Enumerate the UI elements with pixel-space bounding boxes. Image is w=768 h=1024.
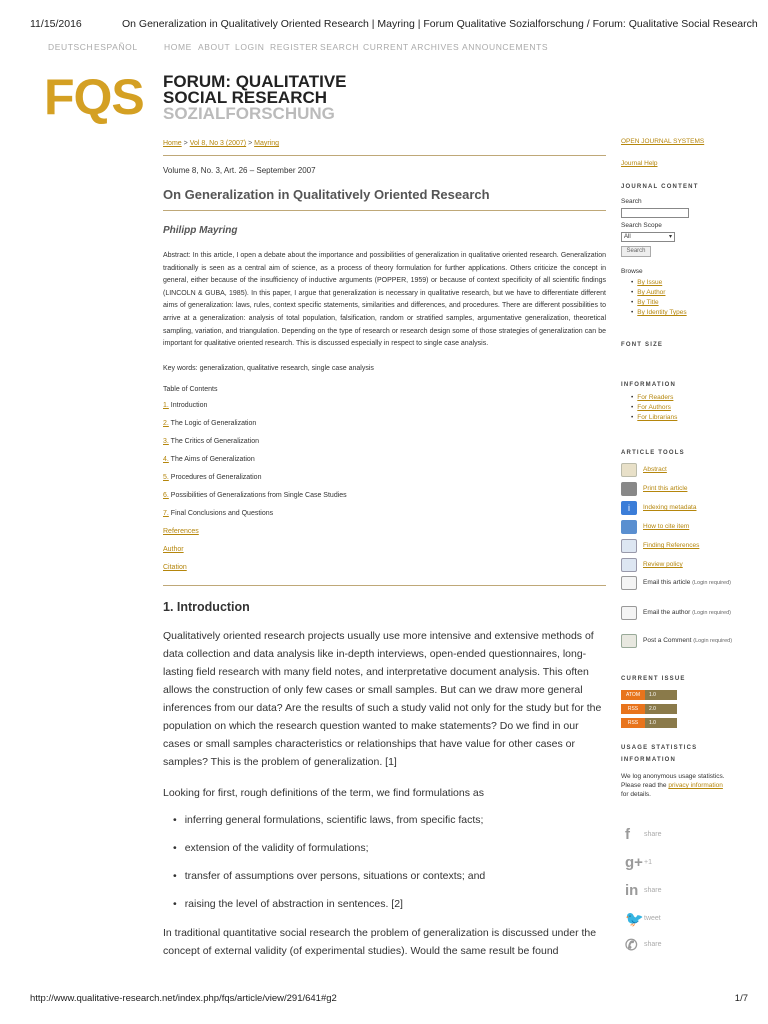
share-label: tweet	[644, 915, 661, 922]
usage-stats-header: USAGE STATISTICS INFORMATION	[621, 745, 698, 763]
tool-label: Email this article	[643, 579, 691, 586]
toc-item	[163, 505, 606, 523]
google-plus-icon: g+	[625, 854, 643, 871]
share-twitter[interactable]	[621, 910, 681, 930]
print-header	[30, 18, 758, 32]
print-date: 11/15/2016	[30, 18, 82, 30]
email-icon	[621, 606, 637, 620]
privacy-link[interactable]: privacy information	[668, 782, 723, 789]
search-label: Search	[621, 198, 642, 205]
search-scope-value: All	[624, 234, 631, 240]
volume-info: Volume 8, No. 3, Art. 26 – September 2007	[163, 166, 316, 175]
login-note: (Login required)	[692, 580, 731, 586]
toc-item	[163, 397, 606, 415]
linkedin-icon: in	[625, 882, 639, 899]
toc-item	[163, 451, 606, 469]
tool-text[interactable]	[643, 578, 731, 588]
feed-version: 1.0	[649, 692, 656, 698]
main-content	[163, 140, 606, 960]
print-url: http://www.qualitative-research.net/index.php/fqs/article/view/291/641#g2	[30, 993, 337, 1004]
comment-icon	[621, 634, 637, 648]
list-item: • transfer of assumptions over persons, situations or contexts; and	[173, 862, 606, 890]
cite-icon	[621, 520, 637, 534]
browse-list	[621, 278, 741, 318]
breadcrumb-home[interactable]: Home	[163, 140, 182, 147]
usage-text-end: for details.	[621, 791, 651, 798]
info-readers-link[interactable]: For Readers	[637, 394, 674, 401]
facebook-icon: f	[625, 826, 630, 843]
browse-by-issue[interactable]: By Issue	[637, 279, 663, 286]
share-linkedin[interactable]	[621, 882, 681, 902]
paragraph-2: Looking for first, rough definitions of the term, we find formulations as	[163, 786, 484, 799]
share-google-plus[interactable]	[621, 854, 681, 874]
atom-feed-badge[interactable]	[621, 690, 677, 700]
tool-indexing[interactable]	[621, 501, 741, 519]
toc-label: The Critics of Generalization	[170, 437, 259, 445]
breadcrumb-issue[interactable]: Vol 8, No 3 (2007)	[189, 140, 247, 147]
toc-citation-link[interactable]: Citation	[163, 563, 187, 571]
paragraph-1: Qualitatively oriented research projects usually use more intensive and extensive methods of data collection and data analysis like in-depth interviews, open-ended questionnaires, long-lasting field research with many field notes, and interpretative document analysis. This often allows the construction of only few cases or small samples. But can we draw more general inferences from our data? Are the results of such a study valid not only for the study but for the population on which the research question wanted to make statements? Do we find in our cases or small samples characteristics or relationships that have value for other cases or samples? This is the problem of generalization. [1]	[163, 629, 602, 768]
information-header: INFORMATION	[621, 382, 677, 388]
font-size-header: FONT SIZE	[621, 342, 664, 348]
usage-text: We log anonymous usage statistics. Please read the	[621, 773, 725, 789]
list-item	[631, 308, 741, 318]
tool-label: Post a Comment	[643, 637, 692, 644]
usage-stats-text	[621, 772, 729, 799]
fqs-logo-text[interactable]	[163, 74, 347, 122]
toc-item	[163, 415, 606, 433]
toc-label: The Aims of Generalization	[170, 455, 255, 463]
toc-link[interactable]: 4.	[163, 455, 169, 463]
list-item	[631, 278, 741, 288]
logo-line-2: SOCIAL RESEARCH	[163, 88, 328, 107]
tool-post-comment[interactable]	[621, 634, 741, 658]
tool-label: Email the author	[643, 609, 691, 616]
info-icon: i	[621, 501, 637, 515]
share-label: share	[644, 941, 662, 948]
share-label: +1	[644, 859, 652, 866]
toc-label: Procedures of Generalization	[170, 473, 262, 481]
lang-deutsch[interactable]: DEUTSCH	[48, 42, 94, 52]
twitter-icon: 🐦	[625, 911, 644, 928]
tool-email-article[interactable]	[621, 576, 741, 600]
fqs-logo-mark[interactable]: FQS	[44, 69, 144, 125]
list-item	[631, 403, 741, 413]
tool-label[interactable]: Finding References	[643, 542, 700, 549]
nav-announcements[interactable]: ANNOUNCEMENTS	[462, 42, 549, 52]
list-item	[631, 393, 741, 403]
share-label: share	[644, 831, 662, 838]
tool-finding-references[interactable]	[621, 539, 741, 557]
policy-icon	[621, 558, 637, 572]
browse-by-identity[interactable]: By Identity Types	[637, 309, 687, 316]
browse-by-title[interactable]: By Title	[637, 299, 659, 306]
tool-abstract[interactable]	[621, 463, 741, 481]
search-doc-icon	[621, 539, 637, 553]
current-issue-header: CURRENT ISSUE	[621, 676, 686, 682]
breadcrumb-separator: >	[183, 140, 188, 147]
browse-label: Browse	[621, 268, 643, 275]
tool-text[interactable]	[643, 608, 731, 618]
toc-label: Final Conclusions and Questions	[170, 509, 274, 517]
share-facebook[interactable]	[621, 826, 681, 846]
feed-type: ATOM	[621, 690, 645, 700]
article-author: Philipp Mayring	[163, 225, 238, 236]
login-note: (Login required)	[692, 610, 731, 616]
rss2-feed-badge[interactable]	[621, 704, 677, 714]
email-icon	[621, 576, 637, 590]
page-number: 1/7	[734, 993, 748, 1004]
tool-label[interactable]: Abstract	[643, 466, 667, 473]
login-note: (Login required)	[693, 638, 733, 644]
toc-link[interactable]: 3.	[163, 437, 169, 445]
tool-label[interactable]: Review policy	[643, 561, 683, 568]
feed-version: 1.0	[649, 720, 656, 726]
share-label: share	[644, 887, 662, 894]
paragraph-3: In traditional quantitative social research the problem of generalization is discussed under the concept of external validity (of experimental studies). Would the same result be found	[163, 926, 597, 957]
toc-references	[163, 523, 606, 541]
document-icon	[621, 463, 637, 477]
nav-search[interactable]: SEARCH	[320, 42, 360, 52]
definition-list	[163, 806, 606, 918]
list-item: • raising the level of abstraction in sentences. [2]	[173, 890, 606, 918]
browse-by-author[interactable]: By Author	[637, 289, 666, 296]
tool-text[interactable]	[643, 636, 732, 646]
tool-label[interactable]: Print this article	[643, 485, 688, 492]
list-item	[631, 288, 741, 298]
search-scope-label: Search Scope	[621, 222, 662, 229]
list-item	[631, 413, 741, 423]
section-divider	[163, 585, 606, 586]
toc-author-link[interactable]: Author	[163, 545, 184, 553]
toc-label: Introduction	[170, 401, 208, 409]
feed-version: 2.0	[649, 706, 656, 712]
toc-link[interactable]: 6.	[163, 491, 169, 499]
toc-item	[163, 433, 606, 451]
section-heading: 1. Introduction	[163, 599, 250, 614]
toc-references-link[interactable]: References	[163, 527, 199, 535]
whatsapp-icon: ✆	[625, 937, 638, 954]
information-list	[621, 393, 741, 423]
abstract: Abstract: In this article, I open a debate about the importance and possibilities of generalization in qualitative oriented research. Generalization traditionally is seen as a central aim of science, as a process of theory formulation for further applications. Others criticize the concept in general, either because of the insufficiency of inductive arguments (POPPER, 1959) or because of context specificity of all scientific findings (LINCOLN & GUBA, 1985). In this paper, I argue that generalization is necessary in qualitative research, but we have to differentiate different aims of generalization: laws, rules, context specific statements, similarities and differences, and procedures. There are different possibilities to arrive at a generalization: analysis of total population, falsification, random or stratified samples, argumentative generalization, theoretical sampling, variation, and triangulation. Depending on the type of research or research design some of those strategies of generalization can be important for qualitative oriented research. This is discussed especially in respect to single case analysis.	[163, 252, 606, 348]
toc-link[interactable]: 7.	[163, 509, 169, 517]
rss1-feed-badge[interactable]	[621, 718, 677, 728]
toc-link[interactable]: 5.	[163, 473, 169, 481]
logo-line-3: SOZIALFORSCHUNG	[163, 104, 335, 123]
search-scope-select[interactable]	[621, 232, 675, 242]
printer-icon	[621, 482, 637, 496]
toc-link[interactable]: 2.	[163, 419, 169, 427]
toc-author	[163, 541, 606, 559]
breadcrumb-article[interactable]: Mayring	[254, 140, 280, 147]
share-whatsapp[interactable]	[621, 936, 681, 956]
nav-current[interactable]: CURRENT	[363, 42, 409, 52]
keywords: Key words: generalization, qualitative research, single case analysis	[163, 364, 374, 372]
tool-label[interactable]: How to cite item	[643, 523, 690, 530]
toc-link[interactable]: 1.	[163, 401, 169, 409]
ojs-link[interactable]: OPEN JOURNAL SYSTEMS	[621, 138, 705, 145]
toc-item	[163, 469, 606, 487]
list-item	[631, 298, 741, 308]
toc-title: Table of Contents	[163, 385, 218, 393]
journal-help-link[interactable]: Journal Help	[621, 160, 658, 167]
breadcrumb-separator: >	[248, 140, 253, 147]
list-item: • inferring general formulations, scientific laws, from specific facts;	[173, 806, 606, 834]
toc-item	[163, 487, 606, 505]
nav-home[interactable]: HOME	[164, 42, 192, 52]
search-input[interactable]	[621, 208, 689, 218]
logo-line-1: FORUM: QUALITATIVE	[163, 72, 347, 91]
breadcrumb	[163, 140, 606, 156]
feed-type: RSS	[621, 718, 645, 728]
tool-review-policy[interactable]	[621, 558, 741, 576]
nav-login[interactable]: LOGIN	[235, 42, 265, 52]
article-tools-header: ARTICLE TOOLS	[621, 450, 685, 456]
nav-about[interactable]: ABOUT	[198, 42, 231, 52]
info-authors-link[interactable]: For Authors	[637, 404, 671, 411]
article-title: On Generalization in Qualitatively Oriented Research	[163, 187, 606, 211]
toc-label: Possibilities of Generalizations from Single Case Studies	[170, 491, 347, 499]
list-item: • extension of the validity of formulations;	[173, 834, 606, 862]
toc-label: The Logic of Generalization	[170, 419, 257, 427]
tool-label[interactable]: Indexing metadata	[643, 504, 697, 511]
tool-cite[interactable]	[621, 520, 741, 538]
tool-print[interactable]	[621, 482, 741, 500]
table-of-contents	[163, 397, 606, 577]
nav-archives[interactable]: ARCHIVES	[411, 42, 460, 52]
print-title: On Generalization in Qualitatively Oriented Research | Mayring | Forum Qualitative Sozialforschung / Forum: Qualitative Social Research	[122, 18, 758, 30]
info-librarians-link[interactable]: For Librarians	[637, 414, 678, 421]
search-button[interactable]: Search	[621, 246, 651, 257]
nav-register[interactable]: REGISTER	[270, 42, 319, 52]
lang-espanol[interactable]: ESPAÑOL	[94, 42, 138, 52]
tool-email-author[interactable]	[621, 606, 741, 630]
journal-content-header: JOURNAL CONTENT	[621, 184, 699, 190]
toc-citation	[163, 559, 606, 577]
feed-type: RSS	[621, 704, 645, 714]
